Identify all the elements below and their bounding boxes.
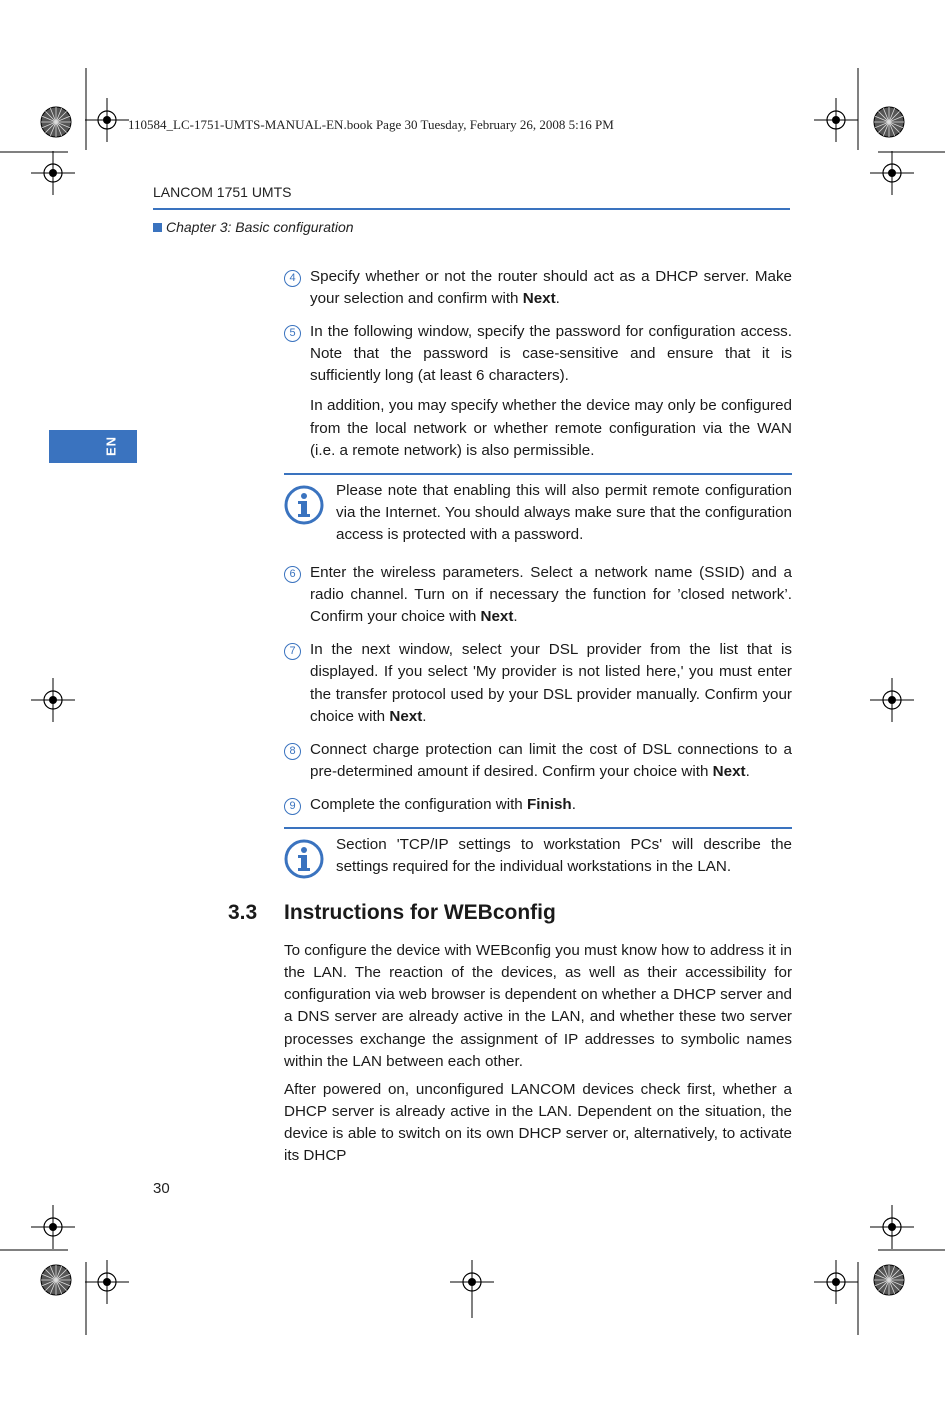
step-number-badge: 4 bbox=[284, 270, 301, 287]
body-paragraph-2: After powered on, unconfigured LANCOM devices check first, whether a DHCP server is already active in the LAN. Dependent on the situation, the device is able to switch on its own DHCP server or, alternatively, to activate its DHCP bbox=[284, 1080, 792, 1164]
step-number-badge: 7 bbox=[284, 643, 301, 660]
step-text-end: . bbox=[571, 795, 576, 813]
section-title: Instructions for WEBconfig bbox=[284, 901, 556, 925]
step-text: Enter the wireless parameters. Select a network name (SSID) and a radio channel. Turn on if necessary the function for ’closed network’. Confirm your choice with bbox=[310, 564, 792, 626]
chapter-text: Chapter 3: Basic configuration bbox=[166, 219, 354, 235]
page-number: 30 bbox=[153, 1180, 170, 1197]
info-note-1-text: Please note that enabling this will also permit remote configuration via the Internet. You should always make sure that the configuration access is protected with a password. bbox=[336, 481, 792, 543]
step-text: In the following window, specify the password for configuration access. Note that the password is case-sensitive and ensure that it is sufficiently long (at least 6 characters). bbox=[310, 323, 792, 385]
step-emphasis: Next bbox=[480, 608, 514, 626]
step-text-end: . bbox=[745, 762, 750, 780]
step-text-end: . bbox=[555, 290, 560, 308]
step-text: Complete the configuration with bbox=[310, 795, 527, 813]
step-text: Specify whether or not the router should act as a DHCP server. Make your selection and confirm with bbox=[310, 268, 792, 308]
step-number-badge: 6 bbox=[284, 566, 301, 583]
step-text-end: . bbox=[513, 608, 518, 626]
body-paragraph-1: To configure the device with WEBconfig you must know how to address it in the LAN. The reaction of the devices, as well as their accessibility for configuration via web browser is dependent on whether a DHCP server and a DNS server are already active in the LAN, and whether these two server processes exchange the assignment of IP addresses to symbolic names within the LAN between each other. bbox=[284, 942, 792, 1070]
step-emphasis: Next bbox=[522, 290, 556, 308]
section-number: 3.3 bbox=[228, 901, 258, 925]
print-info: 110584_LC-1751-UMTS-MANUAL-EN.book Page 30 Tuesday, February 26, 2008 5:16 PM bbox=[128, 117, 614, 132]
step-number-badge: 5 bbox=[284, 325, 301, 342]
step-emphasis: Next bbox=[712, 762, 746, 780]
step-text: Connect charge protection can limit the cost of DSL connections to a pre-determined amount if desired. Confirm your choice with bbox=[310, 740, 792, 780]
step-text-end: . bbox=[422, 707, 427, 725]
step-number-badge: 9 bbox=[284, 798, 301, 815]
step-emphasis: Finish bbox=[526, 795, 572, 813]
running-header-title: LANCOM 1751 UMTS bbox=[153, 184, 292, 200]
language-tab-label: EN bbox=[103, 435, 119, 457]
step-number-badge: 8 bbox=[284, 743, 301, 760]
info-note-2-text: Section 'TCP/IP settings to workstation PCs' will describe the settings required for the individual workstations in the LAN. bbox=[336, 835, 792, 876]
step-text: In the next window, select your DSL provider from the list that is displayed. If you select 'My provider is not listed here,' you must enter the transfer protocol used by your DSL provider manually. Confirm your choice with bbox=[310, 641, 792, 725]
step-5-extra: In addition, you may specify whether the device may only be configured from the local network or whether remote configuration via the WAN (i.e. a remote network) is also permissible. bbox=[310, 397, 792, 459]
step-emphasis: Next bbox=[389, 707, 423, 725]
